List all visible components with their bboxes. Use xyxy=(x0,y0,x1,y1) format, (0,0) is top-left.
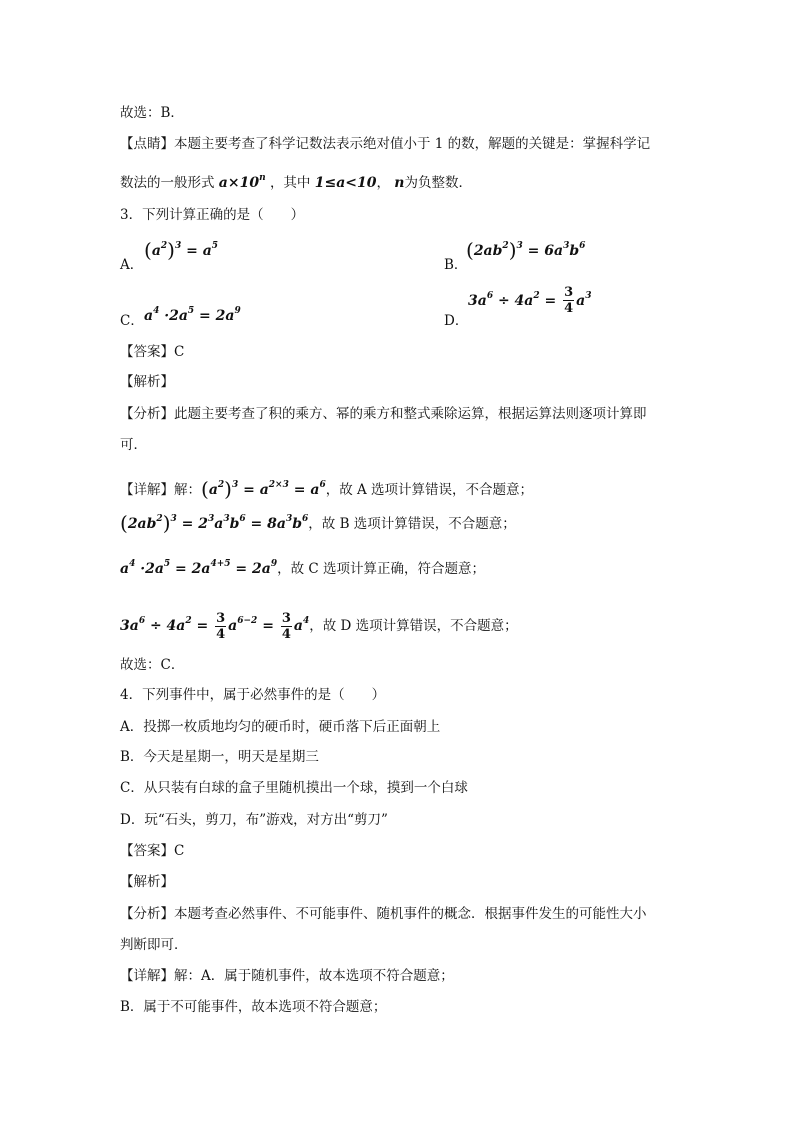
n-variable: n xyxy=(394,175,405,191)
q3-fenxi-line2: 可． xyxy=(120,437,147,453)
q4-analysis-title: 【解析】 xyxy=(120,874,174,890)
q3-detail-c: $a^4 \cdot 2a^5 = 2a^{4+5} = 2a^9$，故 C 选项计算正确，符合题意； xyxy=(120,559,486,577)
q4-option-a: A．投掷一枚质地均匀的硬币时，硬币落下后正面朝上 xyxy=(120,719,441,735)
q4-fenxi-line2: 判断即可． xyxy=(120,937,188,953)
q4-option-d: D．玩“石头，剪刀，布”游戏，对方出“剪刀” xyxy=(120,812,388,828)
q3-answer: 【答案】C xyxy=(120,344,185,360)
q4-fenxi-line1: 【分析】本题考查必然事件、不可能事件、随机事件的概念．根据事件发生的可能性大小 xyxy=(120,906,647,922)
q3-detail-b: $(2ab^2)^3 = 2^3a^3b^6 = 8a^3b^6$，故 B 选项计算错误，不合题意； xyxy=(120,511,516,535)
q3-fenxi-line1: 【分析】此题主要考查了积的乘方、幂的乘方和整式乘除运算，根据运算法则逐项计算即 xyxy=(120,406,647,422)
q3-option-d-expr: $3a^6 \div 4a^2$ = $\frac{3}{4}$ $a^3$ xyxy=(468,285,592,316)
q2-comment-line2: 数法的一般形式 $a\times 10^n$ ，其中 1≤a<10， n为负整数． xyxy=(120,173,472,191)
range-condition: 1≤a<10 xyxy=(314,175,377,191)
q4-option-c: C．从只装有白球的盒子里随机摸出一个球，摸到一个白球 xyxy=(120,780,468,796)
q3-analysis-title: 【解析】 xyxy=(120,374,174,390)
q4-option-b: B．今天是星期一，明天是星期三 xyxy=(120,749,319,765)
q3-choose: 故选：C． xyxy=(120,657,185,673)
q3-option-a-expr: $(a^2)^3 = a^5$ xyxy=(144,238,219,262)
q3-stem: 3．下列计算正确的是（ ） xyxy=(120,207,305,223)
q4-answer: 【答案】C xyxy=(120,843,185,859)
q3-option-c-label: C． xyxy=(120,313,144,329)
q3-detail-a: 【详解】解：$(a^2)^3 = a^{2\times 3} = a^6$，故 A 选项计算错误，不合题意； xyxy=(120,477,534,501)
q4-stem: 4．下列事件中，属于必然事件的是（ ） xyxy=(120,687,386,703)
sci-notation-form: $a\times 10^n$ xyxy=(218,173,266,191)
q3-option-a-label: A． xyxy=(120,257,144,273)
q2-comment-line1: 【点睛】本题主要考查了科学记数法表示绝对值小于 1 的数，解题的关键是：掌握科学记 xyxy=(120,136,651,152)
q4-detail-line1: 【详解】解：A．属于随机事件，故本选项不符合题意； xyxy=(120,968,454,984)
q3-detail-d: $3a^6 \div 4a^2$ = $\frac{3}{4}$ $a^{6-2}$ = $\frac{3}{4}$ $a^4$，故 D 选项计算错误，不合题意； xyxy=(120,611,518,642)
q3-option-b-label: B． xyxy=(444,257,468,273)
q3-option-b-expr: $(2ab^2)^3 = 6a^3b^6$ xyxy=(466,238,586,262)
q2-choose: 故选：B． xyxy=(120,105,184,121)
q3-option-c-expr: $a^4 \cdot 2a^5 = 2a^9$ xyxy=(144,306,241,324)
q4-detail-line2: B．属于不可能事件，故本选项不符合题意； xyxy=(120,999,387,1015)
q3-option-d-label: D． xyxy=(444,313,469,329)
